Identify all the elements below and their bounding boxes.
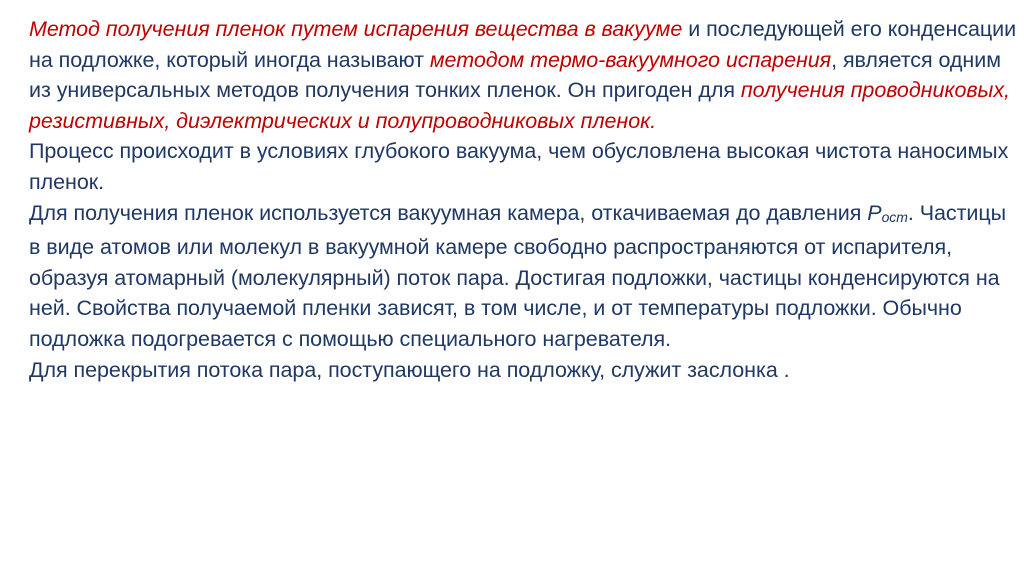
text-chamber-intro: Для получения пленок используется вакуумная камера, откачиваемая до давления <box>29 200 868 225</box>
paragraph-vacuum-process: Процесс происходит в условиях глубокого вакуума, чем обусловлена высокая чистота наносимых пленок. <box>29 139 1009 194</box>
pressure-symbol: P <box>867 200 882 225</box>
text-universal-method: , является одним из универсальных методов получения тонких пленок. Он пригоден для <box>29 47 1001 103</box>
slide-body-text <box>29 14 1021 385</box>
pressure-subscript: ост <box>881 208 908 225</box>
highlight-thermo-vacuum: методом термо-вакуумного испарения <box>429 47 832 72</box>
highlight-film-types: получения проводниковых, резистивных, диэлектрических и полупроводниковых пленок. <box>29 78 1010 133</box>
paragraph-shutter: Для перекрытия потока пара, поступающего на подложку, служит заслонка . <box>29 357 790 382</box>
text-chamber-process: . Частицы в виде атомов или молекул в вакуумной камере свободно распространяются от испарителя, образуя атомарный (молекулярный) поток пара. Достигая подложки, частицы конденсируются на ней. Свойства получаемой пленки зависят, в том числе, и от температуры подложки. Обычно подложка подогревается с помощью специального нагревателя. <box>29 200 1007 351</box>
highlight-method-title: Метод получения пленок путем испарения вещества в вакууме <box>29 17 683 41</box>
paragraph-method <box>29 14 1021 136</box>
text-method-description: и последующей его конденсации на подложке, который иногда называют <box>29 17 1017 72</box>
paragraph-vacuum-chamber <box>29 198 1021 355</box>
